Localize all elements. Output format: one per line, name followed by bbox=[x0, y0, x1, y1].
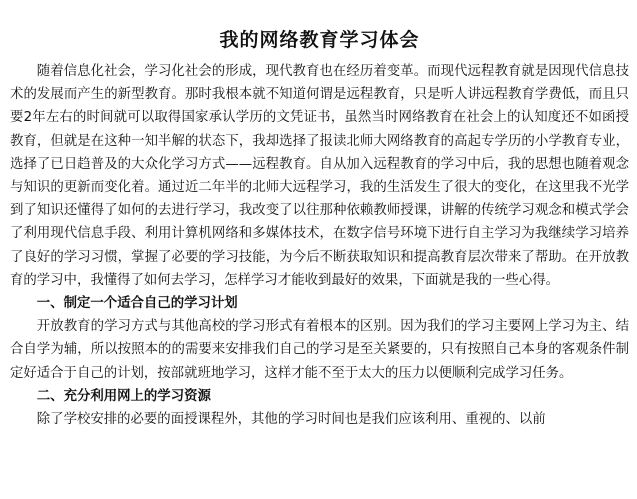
document-body bbox=[10, 60, 629, 431]
section-heading-1: 一、制定一个适合自己的学习计划 bbox=[36, 296, 238, 312]
section-heading-2: 二、充分利用网上的学习资源 bbox=[36, 388, 211, 404]
section-2-paragraph: 除了学校安排的必要的面授课程外，其他的学习时间也是我们应该利用、重视的、以前 bbox=[36, 412, 546, 428]
document-title: 我的网络教育学习体会 bbox=[219, 29, 420, 51]
section-1-paragraph: 开放教育的学习方式与其他高校的学习形式有着根本的区别。因为我们的学习主要网上学习为主、结合自学为辅，所以按照本的的需要来安排我们自己的学习是至关紧要的，只有按照自己本身的客观条件制定好适合于自己的计划，按部就班地学习，这样才能不至于太大的压力以便顺利完成学习任务。 bbox=[10, 319, 629, 381]
intro-paragraph: 随着信息化社会，学习化社会的形成，现代教育也在经历着变革。而现代远程教育就是因现代信息技术的发展而产生的新型教育。那时我根本就不知道何谓是远程教育，只是听人讲远程教育学费低，而且只要2年左右的时间就可以取得国家承认学历的文凭证书，虽然当时网络教育在社会上的认知度还不如函授教育，但就是在这种一知半解的状态下，我却选择了报读北师大网络教育的高起专学历的小学教育专业，选择了已日趋普及的大众化学习方式——远程教育。自从加入远程教育的学习中后，我的思想也随着观念与知识的更新而变化着。通过近二年半的北师大远程学习，我的生活发生了很大的变化，在这里我不光学到了知识还懂得了如何的去进行学习，我改变了以往那种依赖教师授课，讲解的传统学习观念和模式学会了利用现代信息手段、利用计算机网络和多媒体技术，在数字信号环境下进行自主学习为我继续学习培养了良好的学习习惯，掌握了必要的学习技能，为今后不断获取知识和提高教育层次带来了帮助。在开放教育的学习中，我懂得了如何去学习，怎样学习才能收到最好的效果，下面就是我的一些心得。 bbox=[10, 64, 629, 288]
